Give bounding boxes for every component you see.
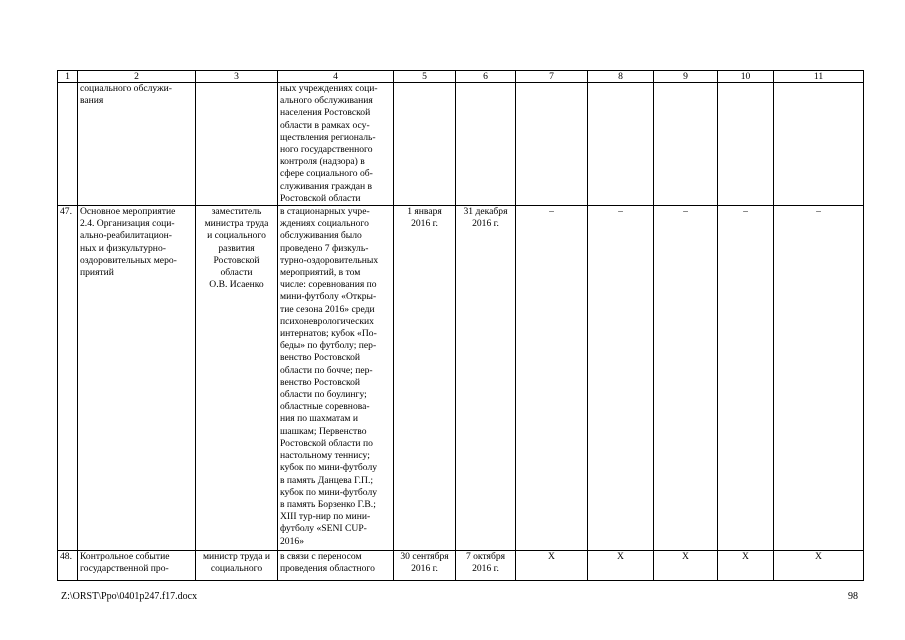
result-description-line: ния по шахматам и — [280, 413, 359, 425]
result-description-line: кубок по мини-футболу — [280, 486, 378, 498]
value-cell-9 — [654, 83, 718, 206]
event-name-line: государственной про- — [80, 563, 169, 575]
event-name-line: социального обслужи- — [80, 83, 173, 94]
result-description-line: беды» по футболу; пер- — [280, 340, 377, 352]
page-number: 98 — [848, 591, 858, 602]
event-name-line: оздоровительных меро- — [80, 254, 177, 266]
result-description-line: ного государственного — [280, 144, 373, 156]
event-name — [78, 206, 196, 551]
end-date — [456, 551, 516, 581]
result-description — [278, 551, 394, 581]
column-number: 8 — [588, 71, 654, 83]
responsible-person — [196, 206, 278, 551]
responsible-person — [196, 83, 278, 206]
start-date — [394, 83, 456, 206]
result-description-line: 2016» — [280, 535, 304, 547]
result-description-line: мини-футболу «Откры- — [280, 291, 377, 303]
responsible-person-line: социального — [210, 563, 263, 575]
result-description-line: футболу «SENI CUP- — [280, 523, 367, 535]
responsible-person-line: Ростовской — [213, 254, 260, 266]
result-description-line: в память Борзенко Г.В.; — [280, 498, 376, 510]
column-number: 4 — [278, 71, 394, 83]
end-date-line: 31 декабря — [463, 206, 508, 218]
end-date — [456, 83, 516, 206]
responsible-person — [196, 551, 278, 581]
event-name-line: 2.4. Организация соци- — [80, 218, 175, 230]
result-description-line: в память Данцева Г.П.; — [280, 474, 374, 486]
result-description-line: области в рамках осу- — [280, 119, 370, 131]
result-description-line: шашкам; Первенство — [280, 425, 367, 437]
column-number: 2 — [78, 71, 196, 83]
result-description-line: настольному теннису; — [280, 450, 370, 462]
responsible-person-line: и социального — [207, 230, 266, 242]
column-number-row — [58, 71, 864, 83]
value-cell-8 — [588, 83, 654, 206]
result-description-line: в связи с переносом — [280, 551, 362, 563]
end-date — [456, 206, 516, 551]
column-number: 9 — [654, 71, 718, 83]
value-cell-8: X — [588, 551, 654, 581]
event-name-line: Контрольное событие — [80, 551, 170, 563]
event-name — [78, 551, 196, 581]
result-description — [278, 206, 394, 551]
table-row — [58, 551, 864, 581]
responsible-person-line: министр труда и — [202, 551, 271, 563]
responsible-person-line: развития — [218, 242, 255, 254]
column-number: 1 — [58, 71, 78, 83]
result-description-line: контроля (надзора) в — [280, 156, 365, 168]
start-date-line: 1 января — [407, 206, 442, 218]
value-cell-11 — [774, 83, 864, 206]
value-cell-10: – — [718, 206, 774, 551]
responsible-person-line: министра труда — [204, 218, 269, 230]
table-row — [58, 83, 864, 206]
row-number — [58, 83, 78, 206]
value-cell-7: – — [516, 206, 588, 551]
result-description-line: венство Ростовской — [280, 352, 361, 364]
event-name-line: ных и физкультурно- — [80, 242, 166, 254]
start-date — [394, 206, 456, 551]
result-description-line: психоневрологических — [280, 315, 374, 327]
value-cell-11: X — [774, 551, 864, 581]
result-description-line: интернатов; кубок «По- — [280, 328, 377, 340]
start-date-line: 2016 г. — [411, 218, 438, 230]
result-description-line: числе: соревнования по — [280, 279, 377, 291]
result-description-line: Ростовской области — [280, 192, 361, 204]
result-description-line: областные соревнова- — [280, 401, 370, 413]
file-path: Z:\ORST\Ppo\0401p247.f17.docx — [61, 591, 198, 602]
result-description-line: венство Ростовской — [280, 376, 361, 388]
column-number: 6 — [456, 71, 516, 83]
value-cell-9: – — [654, 206, 718, 551]
end-date-line: 2016 г. — [472, 218, 499, 230]
value-cell-8: – — [588, 206, 654, 551]
start-date — [394, 551, 456, 581]
table-body — [58, 83, 864, 581]
result-description-line: области по бочче; пер- — [280, 364, 373, 376]
result-description-line: ществления региональ- — [280, 131, 376, 143]
value-cell-10: X — [718, 551, 774, 581]
result-description-line: тие сезона 2016» среди — [280, 303, 375, 315]
responsible-person-line: О.В. Исаенко — [209, 279, 264, 291]
result-description-line: сфере социального об- — [280, 168, 373, 180]
result-description-line: в стационарных учре- — [280, 206, 370, 218]
result-description-line: проведения областного — [280, 563, 375, 575]
report-table — [57, 70, 864, 581]
result-description-line: ных учреждениях соци- — [280, 83, 378, 94]
result-description-line: населения Ростовской — [280, 107, 371, 119]
result-description-line: проведено 7 физкуль- — [280, 242, 369, 254]
result-description-line: ального обслуживания — [280, 95, 373, 107]
column-number: 3 — [196, 71, 278, 83]
start-date-line: 30 сентября — [400, 551, 449, 563]
responsible-person-line: области — [220, 267, 253, 279]
event-name-line: ально-реабилитацион- — [80, 230, 172, 242]
value-cell-7 — [516, 83, 588, 206]
value-cell-11: – — [774, 206, 864, 551]
result-description-line: Ростовской области по — [280, 437, 373, 449]
end-date-line: 2016 г. — [472, 563, 499, 575]
column-number: 7 — [516, 71, 588, 83]
event-name — [78, 83, 196, 206]
value-cell-9: X — [654, 551, 718, 581]
result-description-line: обслуживания было — [280, 230, 362, 242]
event-name-line: приятий — [80, 267, 114, 279]
result-description-line: области по боулингу; — [280, 389, 367, 401]
event-name-line: вания — [80, 95, 104, 107]
table-row — [58, 206, 864, 551]
result-description-line: XIII тур-нир по мини- — [280, 511, 371, 523]
result-description-line: мероприятий, в том — [280, 267, 361, 279]
column-number: 11 — [774, 71, 864, 83]
responsible-person-line: заместитель — [211, 206, 262, 218]
row-number: 47. — [58, 206, 78, 551]
start-date-line: 2016 г. — [411, 563, 438, 575]
event-name-line: Основное мероприятие — [80, 206, 176, 218]
row-number: 48. — [58, 551, 78, 581]
result-description-line: турно-оздоровительных — [280, 254, 379, 266]
result-description-line: служивания граждан в — [280, 180, 373, 192]
column-number: 5 — [394, 71, 456, 83]
result-description-line: ждениях социального — [280, 218, 369, 230]
value-cell-7: X — [516, 551, 588, 581]
result-description-line: кубок по мини-футболу — [280, 462, 378, 474]
column-number: 10 — [718, 71, 774, 83]
result-description — [278, 83, 394, 206]
end-date-line: 7 октября — [465, 551, 506, 563]
value-cell-10 — [718, 83, 774, 206]
